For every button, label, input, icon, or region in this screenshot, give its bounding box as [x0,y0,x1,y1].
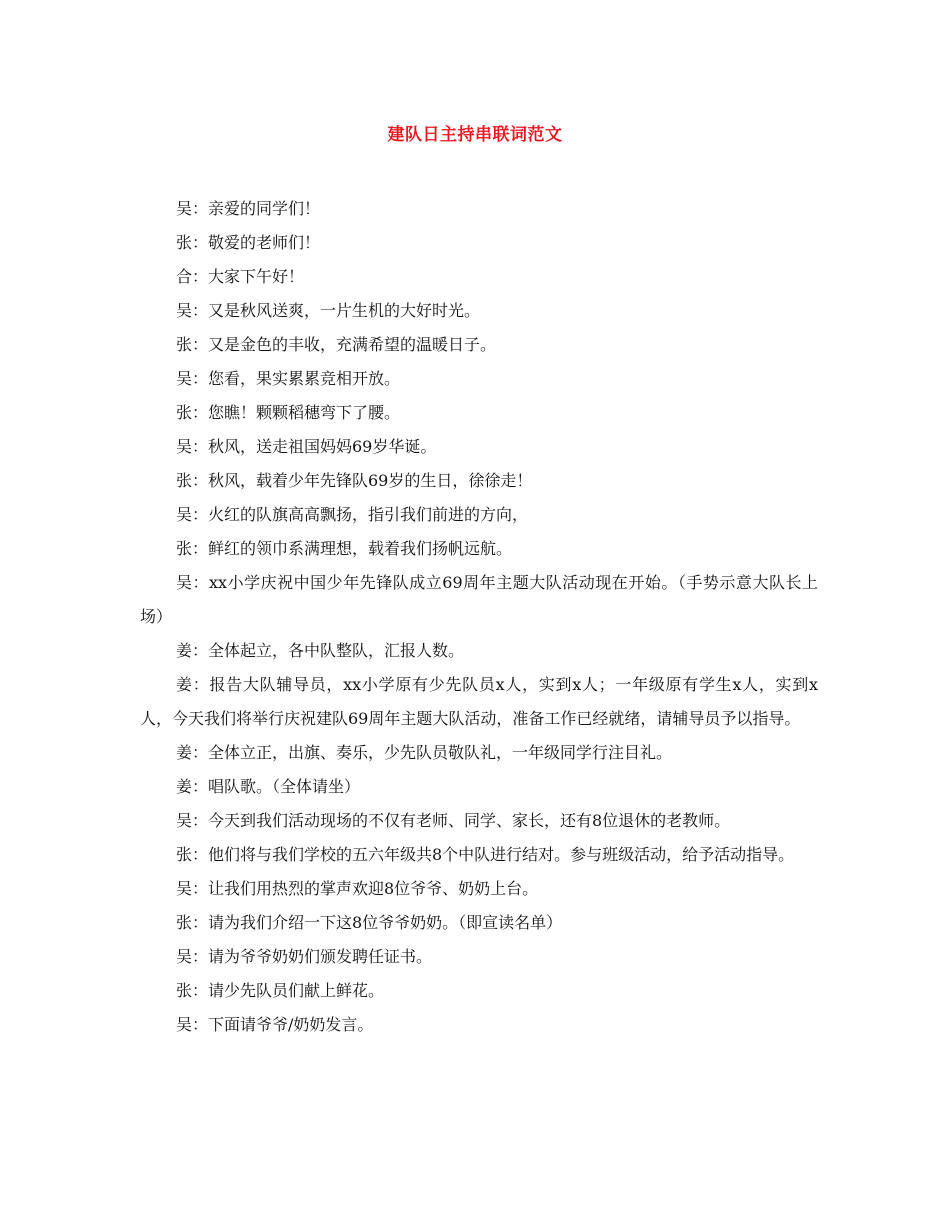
paragraph: 姜：报告大队辅导员，xx小学原有少先队员x人，实到x人；一年级原有学生x人，实到x人，今天我们将举行庆祝建队69周年主题大队活动，准备工作已经就绪，请辅导员予以指导。 [140,675,818,728]
paragraph: 姜：唱队歌。（全体请坐） [176,777,361,796]
document-body [140,192,818,1042]
paragraph: 吴：请为爷爷奶奶们颁发聘任证书。 [176,947,433,966]
paragraph: 张：请为我们介绍一下这8位爷爷奶奶。（即宣读名单） [176,913,563,932]
paragraph: 吴：火红的队旗高高飘扬，指引我们前进的方向， [176,505,529,524]
paragraph: 张：敬爱的老师们！ [176,233,321,252]
paragraph: 张：您瞧！颗颗稻穗弯下了腰。 [176,403,401,422]
paragraph: 吴：让我们用热烈的掌声欢迎8位爷爷、奶奶上台。 [176,879,539,898]
paragraph: 吴：又是秋风送爽，一片生机的大好时光。 [176,301,481,320]
paragraph: 张：请少先队员们献上鲜花。 [176,981,385,1000]
paragraph: 吴：亲爱的同学们！ [176,199,321,218]
paragraph: 吴：xx小学庆祝中国少年先锋队成立69周年主题大队活动现在开始。（手势示意大队长上场） [140,573,818,626]
paragraph: 吴：您看，果实累累竞相开放。 [176,369,401,388]
paragraph: 吴：秋风，送走祖国妈妈69岁华诞。 [176,437,437,456]
document-title: 建队日主持串联词范文 [387,125,563,145]
paragraph: 合：大家下午好！ [176,267,305,286]
paragraph: 姜：全体立正，出旗、奏乐，少先队员敬队礼，一年级同学行注目礼。 [176,743,673,762]
paragraph: 张：鲜红的领巾系满理想，载着我们扬帆远航。 [176,539,513,558]
paragraph: 张：又是金色的丰收，充满希望的温暖日子。 [176,335,497,354]
paragraph: 吴：今天到我们活动现场的不仅有老师、同学、家长，还有8位退休的老教师。 [176,811,731,830]
paragraph: 姜：全体起立，各中队整队，汇报人数。 [176,641,465,660]
paragraph: 张：他们将与我们学校的五六年级共8个中队进行结对。参与班级活动，给予活动指导。 [176,845,795,864]
paragraph: 张：秋风，载着少年先锋队69岁的生日，徐徐走！ [176,471,533,490]
paragraph: 吴：下面请爷爷/奶奶发言。 [176,1015,374,1034]
